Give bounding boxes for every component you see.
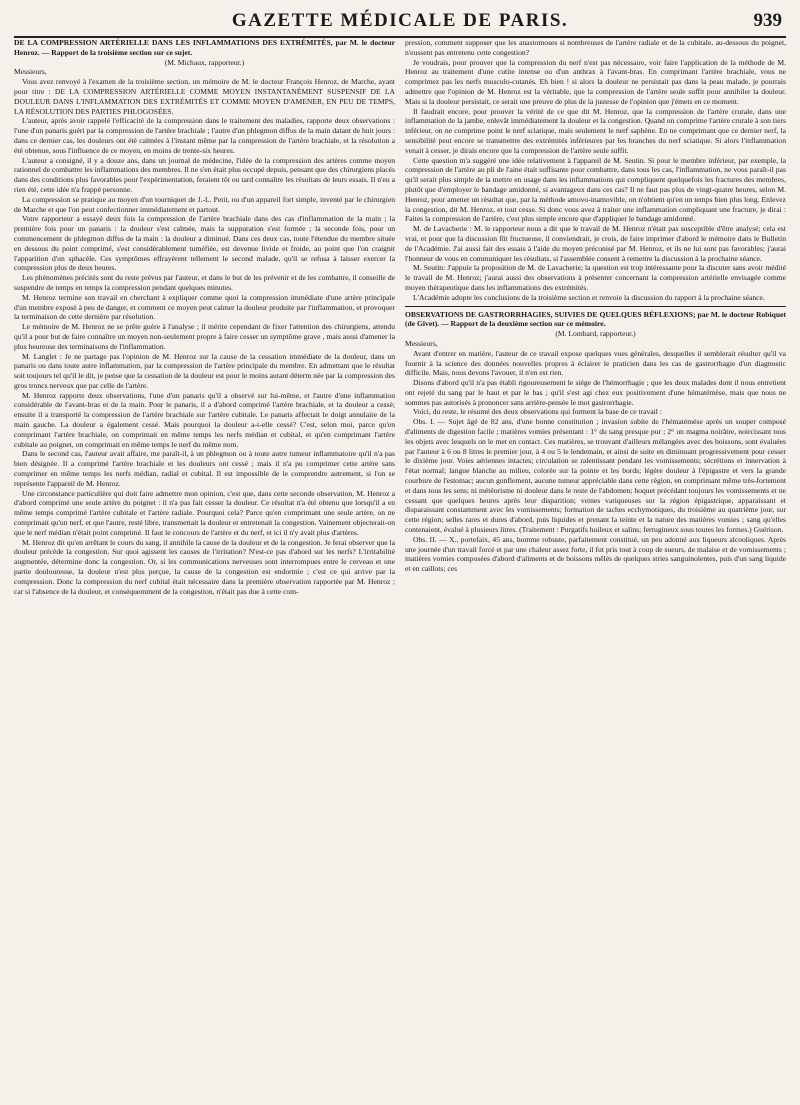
paragraph: M. de Lavacherie : M. le rapporteur nous a dit que le travail de M. Henroz n'était pas susceptible d'être analysé; cela est vrai, et pour que la discussion fût fructueuse, il conviendrait, je crois, de faire imprimer d'abord le mémoire dans le Bulletin de l'Académie. J'ai aussi fait des essais à l'aide du moyen préconisé par M. Henroz, et ils ne lui sont pas favorables; j'aurai l'honneur de vous en communiquer les résultats, si l'assemblée consent à remettre la discussion à la prochaine séance. bbox=[405, 224, 786, 263]
paragraph: La compression se pratique au moyen d'un tourniquet de J.-L. Petit, ou d'un appareil fort simple, inventé par le chirurgien de Marche et que l'on peut confectionner immédiatement et partout. bbox=[14, 194, 395, 214]
left-column bbox=[14, 38, 395, 1098]
paragraph: Il faudrait encore, pour prouver la vérité de ce que dit M. Henroz, que la compression de l'artère crurale, dans une inflammation de la jambe, enlevât immédiatement la douleur et la congestion. Quand on comprime l'artère crurale à son tiers inférieur, on ne comprime point le nerf sciatique, mais seulement le nerf saphène. En ne comprimant que ce dernier nerf, la sensibilité peut encore se transmettre des extrémités inférieures par les branches du nerf sciatique. Si alors l'inflammation venait à cesser, je dirais encore que la compression de l'artère seule suffit. bbox=[405, 106, 786, 155]
paragraph: Obs. II. — X., portefaix, 45 ans, homme robuste, parfaitement constitué, un peu adonné aux liqueurs alcooliques. Après une journée d'un travail forcé et par une chaleur assez forte, il fut pris tout à coup de sueurs, de malaise et de vomissements ; matières vomies composées d'abord d'aliments et de boissons mêlés de quelques stries sanguinolentes, puis d'un sang liquide et en caillots; ces bbox=[405, 534, 786, 574]
paragraph: Voici, du reste, le résumé des deux observations qui forment la base de ce travail : bbox=[413, 407, 662, 417]
article-heading: OBSERVATIONS DE GASTRORRHAGIES, SUIVIES DE QUELQUES RÉFLEXIONS; par M. le docteur Robiquet (de Givet). — Rapport de la deuxième section sur ce mémoire. bbox=[405, 309, 786, 329]
salutation: Messieurs, bbox=[405, 338, 438, 348]
paragraph: M. Seutin: J'appuie la proposition de M. de Lavacherie; la question est trop intéressante pour la discuter sans avoir médité le travail de M. Henroz; j'aurai aussi des observations à présenter concernant la compression artérielle envisagée comme moyen thérapeutique dans les inflammations des extrémités. bbox=[405, 263, 786, 292]
paragraph: M. Henroz dit qu'en arrêtant le cours du sang, il annihile la cause de la douleur et de la congestion. Je ferai observer que la douleur précède la congestion. Sur quoi agissent les causes de l'irritation? N'est-ce pas d'abord sur les nerfs? L'irritabilité augmentée, détermine donc la congestion. Or, si les communications nerveuses sont interrompues entre le cerveau et une partie douloureuse, la douleur n'est plus perçue, la cause de la congestion est endormie ; c'est ce qui arrive par la compression. Donc la compression du nerf cubital était nécessaire dans la première observation rapportée par M. Henroz ; car si l'absence de la douleur, et conséquemment de la congestion, n'était pas due à cette com- bbox=[14, 537, 395, 596]
paragraph: pression, comment supposer que les anastomoses si nombreuses de l'artère radiale et de la cubitale, au-dessous du poignet, n'eussent pas entretenu cette congestion? bbox=[405, 38, 786, 57]
paragraph: Le mémoire de M. Henroz ne se prête guère à l'analyse ; il mérite cependant de fixer l'attention des chirurgiens, attendu qu'il a pour but de faire connaître un moyen non-seulement propre à faire cesser un symptôme grave , mais aussi d'amener la plus heureuse des terminaisons de l'inflammation. bbox=[14, 322, 395, 351]
journal-title: GAZETTE MÉDICALE DE PARIS. bbox=[231, 10, 569, 31]
paragraph: Dans le second cas, l'auteur avait affaire, me paraît-il, à un phlegmon ou à toute autre tumeur inflammatoire qu'il n'a pas bien désignée. Il a comprimé l'artère brachiale et les douleurs ont cessé ; mais il n'a pu comprimer cette artère sans comprimer en même temps les nerfs médian, radial et cubital. Il est impossible de le comprendre autrement, si l'on se représente l'appareil de M. Henroz. bbox=[14, 449, 395, 488]
paragraph: Une circonstance particulière qui doit faire admettre mon opinion, c'est que, dans cette seconde observation, M. Henroz a d'abord comprimé une seule artère du poignet : il n'a pas fait cesser la douleur. Ce résultat n'a été obtenu que lorsqu'il a en même temps comprimé l'artère cubitale et l'artère radiale. Pourquoi cela? Parce qu'en comprimant une seule artère, on ne comprimait qu'un nerf, et que l'autre, resté libre, transmettait la douleur et entretenait la congestion. Vainement objecterait-on que le nerf médian n'était point comprimé. Il faut le concours de l'artère et du nerf, et ici il n'y avait plus d'artères. bbox=[14, 488, 395, 537]
reporter-line: (M. Lombard, rapporteur.) bbox=[555, 329, 636, 339]
paragraph: L'auteur, après avoir rappelé l'efficacité de la compression dans le traitement des maladies, rapporte deux observations : l'une d'un panaris guéri par la compression de l'artère brachiale ; l'autre d'un phlegmon diffus de la main datant de huit jours : dans ce dernier cas, les douleurs ont été calmées à l'instant même par la compression de l'artère brachiale, et la résolution a été obtenue, sous l'influence de ce moyen, en moins de trente-six heures. bbox=[14, 116, 395, 155]
salutation: Messieurs, bbox=[14, 67, 47, 77]
paragraph: L'Académie adopte les conclusions de la troisième section et renvoie la discussion du rapport à la prochaine séance. bbox=[413, 292, 765, 302]
paragraph: L'auteur a consigné, il y a douze ans, dans un journal de médecine, l'idée de la compression des artères comme moyen rationnel de combattre les inflammations des membres. Il ne s'en était plus occupé depuis, pensant que des chirurgiens placés dans des conditions plus favorables pour l'expérimentation, feraient tôt ou tard connaître les résultats de leurs essais. Il n'eu a rien été, cette idée n'a frappé personne. bbox=[14, 155, 395, 194]
right-column bbox=[405, 38, 786, 1098]
paragraph: Votre rapporteur a essayé deux fois la compression de l'artère brachiale dans des cas d'inflammation de la main ; la première fois pour un panaris : la douleur s'est calmée, mais la suppuration s'est formée ; la seconde fois, pour un commencement de phlegmon diffus de la main : la douleur a diminué. Dans ces deux cas, toute l'étendue du membre située en dessous du point comprimé, s'est considérablement tuméfiée, est devenue livide et froide, au point que l'on craignit l'apparition d'un sphacèle. Ces symptômes effrayèrent tellement le second malade, qu'il se refusa à laisser exercer la compression plus de deux heures. bbox=[14, 214, 395, 273]
page-header bbox=[14, 0, 786, 38]
article-heading: DE LA COMPRESSION ARTÉRIELLE DANS LES INFLAMMATIONS DES EXTRÉMITÉS, par M. le docteur Henroz. — Rapport de la troisième section sur ce sujet. bbox=[14, 38, 395, 57]
paragraph: Disons d'abord qu'il n'a pas établi rigoureusement le siége de l'hémorrhagie ; que les deux malades dont il nous entretient ont rejeté du sang par le haut et par le bas ; qu'il s'est agi chez eux positivement d'une hématémèse, mais que nous ne sommes pas autorisés à prononcer sans arrière-pensée le mot gastrorrhagie. bbox=[405, 378, 786, 407]
paragraph: Les phénomènes précités sont du reste prévus par l'auteur, et dans le but de les prévenir et de les combattre, il conseille de suspendre de temps en temps la compression pendant quelques minutes. bbox=[14, 273, 395, 292]
paragraph: M. Langlet : Je ne partage pas l'opinion de M. Henroz sur la cause de la cessation immédiate de la douleur, dans un panaris ou dans toute autre inflammation, par la compression de l'artère principale du membre. En admettant que le résultat soit toujours tel qu'il le dit, je pense que la cessation de la douleur est pour le moins autant déterm née par la compression des gros troncs nerveux que par celle de l'artère. bbox=[14, 351, 395, 390]
paragraph: M. Henroz rapporte deux observations, l'une d'un panaris qu'il a observé sur lui-même, et l'autre d'une inflammation considérable de l'avant-bras et de la main. Pour le panaris, il a d'abord comprimé l'artère brachiale, et la douleur a cessé; ensuite il a transporté la compression de l'artère brachiale sur l'artère cubitale. Le panaris affectait le doigt annulaire de la main gauche. La douleur a également cessé. Mais pourquoi la douleur a-t-elle cessé? C'est, selon moi, parce qu'en comprimant l'artère brachiale, on comprimait en même temps les nerfs médian et cubital, et qu'en comprimant l'artère cubitale au poignet, on comprimait en même temps le nerf du même nom. bbox=[14, 390, 395, 449]
paragraph: Vous avez renvoyé à l'examen de la troisième section, un mémoire de M. le docteur François Henroz, de Marche, ayant pour titre : DE LA COMPRESSION ARTÉRIELLE COMME MOYEN INSTANTANÉMENT SUSPENSIF DE LA DOULEUR DANS L'INFLAMMATION DES EXTRÉMITÉS ET COMME MOYEN D'AMENER, EN PEU DE TEMPS, LA RÉSOLUTION DES PARTIES PHLOGOSÉES. bbox=[14, 77, 395, 116]
reporter-line: (M. Michaux, rapporteur.) bbox=[164, 57, 245, 67]
paragraph: Je voudrais, pour prouver que la compression du nerf n'est pas nécessaire, voir faire l'application de la méthode de M. Henroz au traitement d'une cutite intense ou d'un anthrax à l'avant-bras. En comprimant l'artère brachiale, vous ne comprimez pas les nerfs musculo-cutanés. Eh bien ! si alors la douleur ne persistait pas dans la peau malade, je pourrais admettre que l'opinion de M. Henroz est la véritable, que la compression de l'artère seule suffit pour annihiler la douleur. Mais si la douleur persistait, ce serait une preuve de plus de la justesse de l'opinion que j'émets en ce moment. bbox=[405, 57, 786, 106]
paragraph: Obs. I. — Sujet âgé de 82 ans, d'une bonne constitution ; invasion subite de l'hématémèse après un souper composé d'aliments de digestion facile ; matières vomies présentant : 1° du sang presque pur ; 2° un magma noirâtre, noircissant tous les objets avec lesquels on le met en contact. Ces matières, se trouvant d'ailleurs mélangées avec des boissons, sont évaluées par l'auteur à 6 ou 8 litres le premier jour, à 4 ou 5 le lendemain, et ainsi de suite en diminuant progressivement pour cesser le dixième jour. Voies aériennes intactes; circulation se ralentissant pendant les vomissements; sécrétions et innervation à l'état normal; langue blanche au milieu, colorée sur la pointe et les bords; légère douleur à l'épigastre et vers la grande courbure de l'estomac; aucun gonflement, aucune tumeur appréciable dans cette région, en comprimant même très-fortement et dans tous les sens; ni météorisme ni douleur dans le reste de l'abdomen; hoquet précédant toujours les vomissements et ne cessant que quelques heures après leur disparition; veines variqueuses sur la région épigastrique, apparaissant et disparaissant constamment avec les vomissements; formation de taches ecchymotiques, du troisième au quatrième jour, sur cette région; selles rares et dures d'abord, puis liquides et prenant la teinte et la nature des matières vomies ; sang qu'elles contenaient, évalué à plusieurs litres. (Traitement : Purgatifs huileux et salins; ferrugineux sous toutes les formes.) Guérison. bbox=[405, 417, 786, 535]
page-number: 939 bbox=[753, 10, 782, 31]
paragraph: M. Henroz termine son travail en cherchant à expliquer comme quoi la compression immédiate d'une artère principale d'un membre exposé à peu de danger, et comment ce moyen peut calmer la douleur produite par l'inflammation, et provoquer la terminaison de cette dernière par résolution. bbox=[14, 292, 395, 322]
paragraph: Cette question m'a suggéré une idée relativement à l'appareil de M. Seutin. Si pour le membre inférieur, par exemple, la compression de l'artère au pli de l'aine était suffisante pour combattre, dans tous les cas, l'inflammation, ne vous paraît-il pas qu'il serait plus simple de la mettre en usage dans les inflammations qui compliquent quelquefois les fractures des membres, plutôt que d'employer le bandage amidonné, si avantageux dans ces cas? Il ne faut pas plus de vingt-quatre heures, selon M. Henroz, pour amener un résultat que, par la méthode amovo-inamovible, on n'obtient qu'en un temps bien plus long. Enlevez la congestion, dit M. Henroz, et tout cesse. Si donc vous avez à traiter une inflammation compliquant une fracture, je dirai : Faites la compression de l'artère, c'est plus simple encore que d'appliquer le bandage amidonné. bbox=[405, 155, 786, 224]
article-columns bbox=[14, 38, 786, 1098]
paragraph: Avant d'entrer en matière, l'auteur de ce travail expose quelques vues générales, desquelles il semblerait résulter qu'il va fournir à la science des données nouvelles propres à éclairer le praticien dans les cas de gastrorrhagie d'un diagnostic difficile. Mais, nous devons l'avouer, il n'en est rien. bbox=[405, 348, 786, 378]
section-divider bbox=[405, 306, 786, 307]
